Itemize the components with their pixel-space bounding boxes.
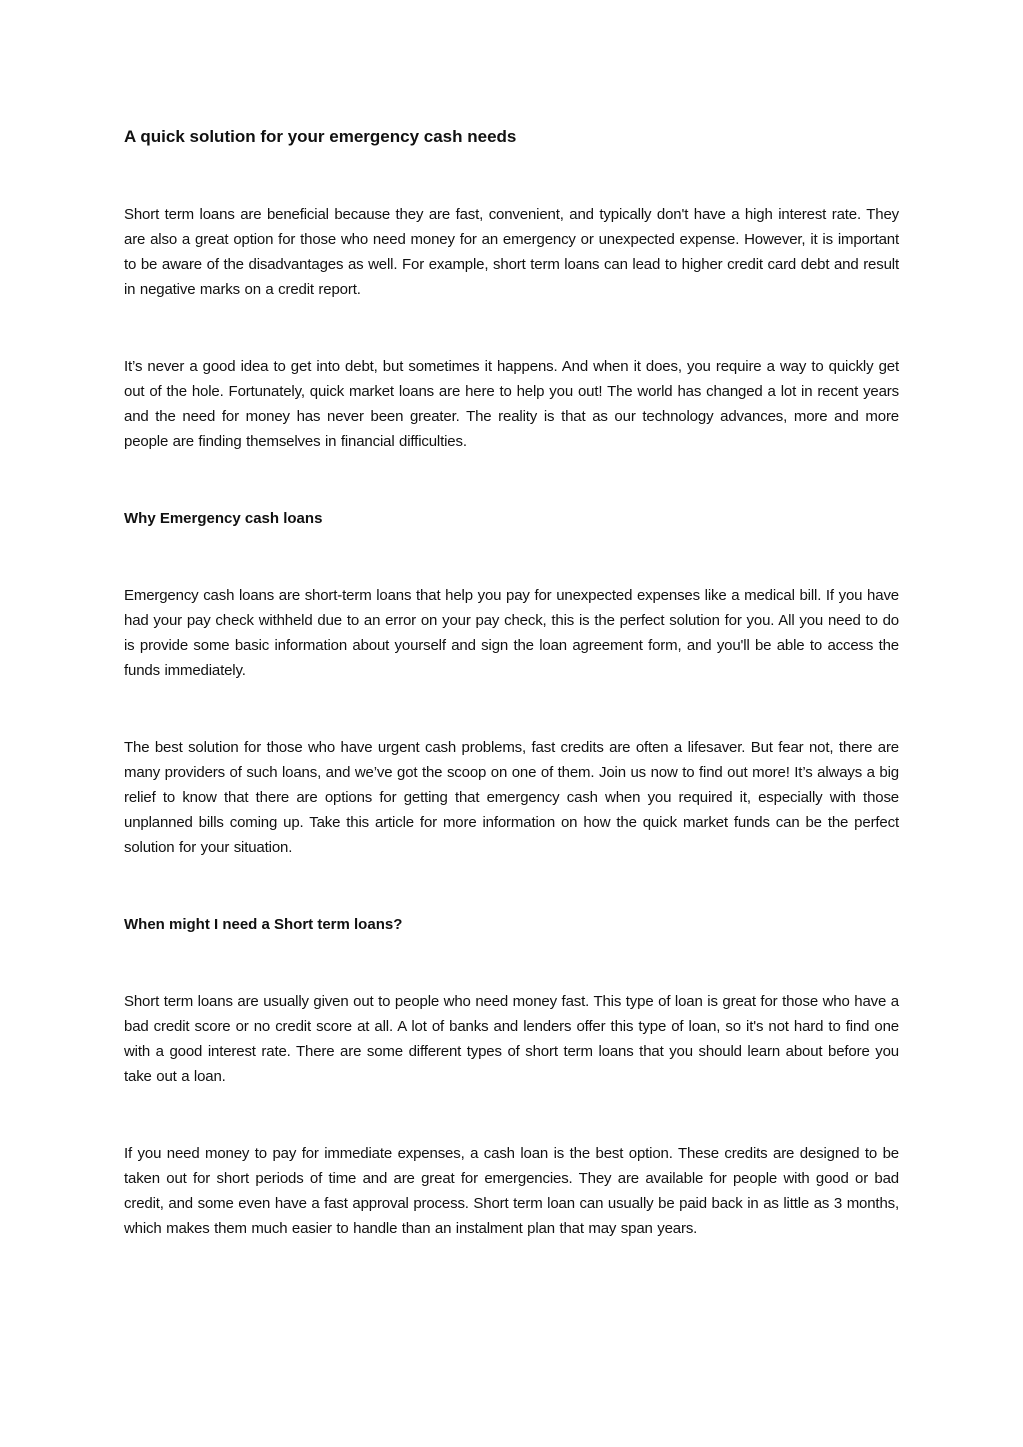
paragraph: It’s never a good idea to get into debt, but sometimes it happens. And when it does, you require a way to quickly get out of the hole. Fortunately, quick market loans are here to help you out! The world has changed a lot in recent years and the need for money has never been greater. The reality is that as our technology advances, more and more people are finding themselves in financial difficulties.	[124, 358, 899, 450]
paragraph: Short term loans are beneficial because they are fast, convenient, and typically don't have a high interest rate. They are also a great option for those who need money for an emergency or unexpected expense. However, it is important to be aware of the disadvantages as well. For example, short term loans can lead to higher credit card debt and result in negative marks on a credit report.	[124, 206, 899, 298]
section-heading: When might I need a Short term loans?	[124, 916, 403, 933]
document-title: A quick solution for your emergency cash needs	[124, 127, 517, 146]
section-heading: Why Emergency cash loans	[124, 510, 323, 527]
paragraph: Emergency cash loans are short-term loans that help you pay for unexpected expenses like a medical bill. If you have had your pay check withheld due to an error on your pay check, this is the perfect solution for you. All you need to do is provide some basic information about yourself and sign the loan agreement form, and you'll be able to access the funds immediately.	[124, 587, 899, 679]
paragraph: Short term loans are usually given out to people who need money fast. This type of loan is great for those who have a bad credit score or no credit score at all. A lot of banks and lenders offer this type of loan, so it's not hard to find one with a good interest rate. There are some different types of short term loans that you should learn about before you take out a loan.	[124, 993, 899, 1085]
paragraph: If you need money to pay for immediate expenses, a cash loan is the best option. These credits are designed to be taken out for short periods of time and are great for emergencies. They are available for people with good or bad credit, and some even have a fast approval process. Short term loan can usually be paid back in as little as 3 months, which makes them much easier to handle than an instalment plan that may span years.	[124, 1145, 899, 1237]
paragraph: The best solution for those who have urgent cash problems, fast credits are often a lifesaver. But fear not, there are many providers of such loans, and we’ve got the scoop on one of them. Join us now to find out more! It’s always a big relief to know that there are options for getting that emergency cash when you required it, especially with those unplanned bills coming up. Take this article for more information on how the quick market funds can be the perfect solution for your situation.	[124, 739, 899, 856]
